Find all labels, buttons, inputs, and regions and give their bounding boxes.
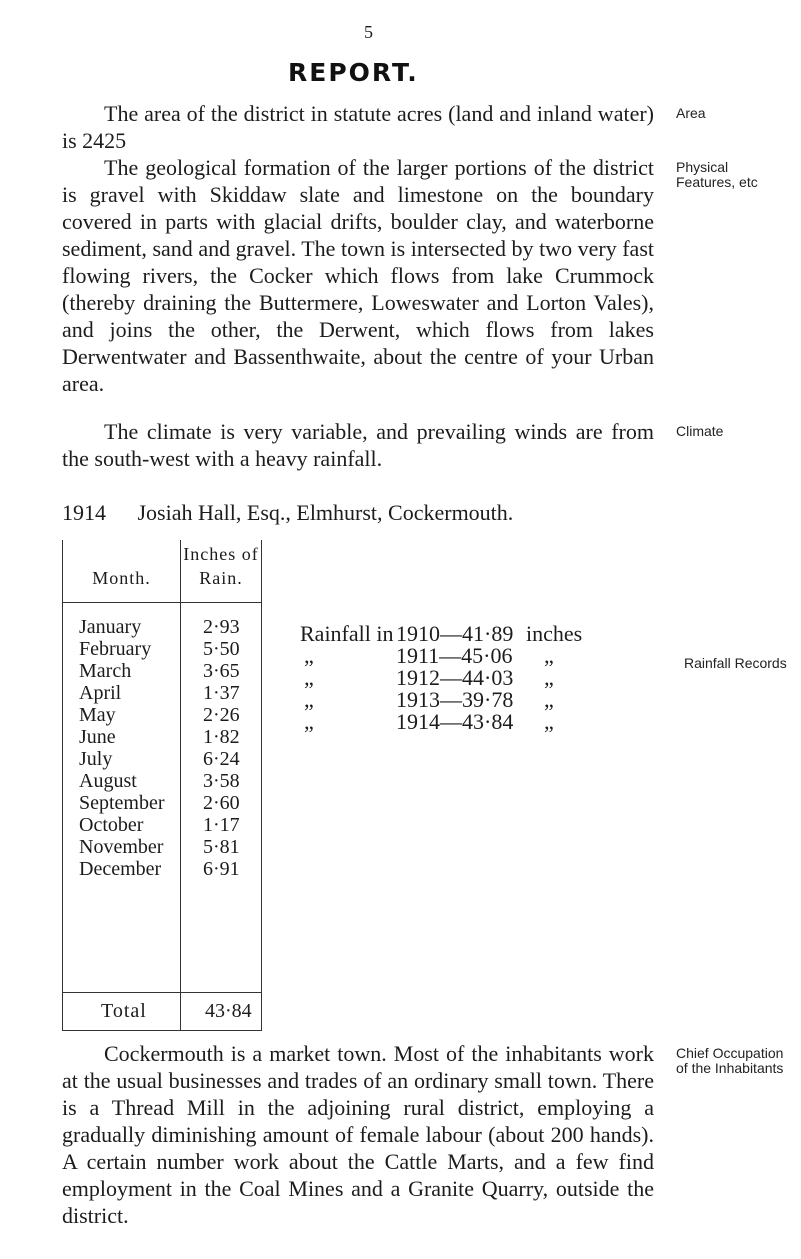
margin-note-physical: Physical Features, etc xyxy=(676,159,758,190)
month-cell: March xyxy=(79,660,132,682)
inches-cell: 2·93 xyxy=(203,616,240,638)
monthly-rain-table xyxy=(62,540,262,1031)
year-value: 1914—43·84 xyxy=(396,709,514,734)
inches-cell: 6·24 xyxy=(203,748,240,770)
unit-label: inches xyxy=(526,621,583,646)
month-cell: June xyxy=(79,726,116,748)
month-cell: April xyxy=(79,682,122,704)
inches-cell: 3·58 xyxy=(203,770,240,792)
table-row xyxy=(63,660,261,682)
ditto-mark: „ xyxy=(304,643,314,668)
month-cell: September xyxy=(79,792,165,814)
year-value: 1910—41·89 xyxy=(396,621,514,646)
yearly-rainfall-list xyxy=(300,621,600,734)
month-cell: July xyxy=(79,748,113,770)
occupation-paragraph: Cockermouth is a market town. Most of the inhabitants work at the usual businesses and trades of an ordinary small town. There is a Thread Mill in the adjoining rural district, employing a gradually diminishing amount of female labour (about 200 hands). A certain number work about the Cattle Marts, and a few find employment in the Coal Mines and a Granite Quarry, outside the district. xyxy=(62,1041,654,1228)
record-observer: Josiah Hall, Esq., Elmhurst, Cockermouth. xyxy=(137,500,514,525)
physical-paragraph: The geological formation of the larger portions of the district is gravel with Skiddaw slate and limestone on the boundary covered in parts with glacial drifts, boulder clay, and waterborne sediment, sand and gravel. The town is intersected by two very fast flowing rivers, the Cocker which flows from lake Crummock (thereby draining the Buttermere, Loweswater and Lorton Vales), and joins the other, the Derwent, which flows from lakes Derwentwater and Bassenthwaite, about the centre of your Urban area. xyxy=(62,155,654,396)
list-item xyxy=(300,621,600,646)
climate-paragraph: The climate is very variable, and prevailing winds are from the south-west with a heavy rainfall. xyxy=(62,419,654,471)
inches-cell: 1·17 xyxy=(203,814,240,836)
table-row xyxy=(63,638,261,660)
ditto-mark: „ xyxy=(544,643,554,668)
total-value: 43·84 xyxy=(205,1000,252,1022)
margin-note-area: Area xyxy=(676,105,706,121)
table-row xyxy=(63,748,261,770)
ditto-mark: „ xyxy=(544,709,554,734)
area-paragraph: The area of the district in statute acres (land and inland water) is 2425 xyxy=(62,101,654,153)
table-row xyxy=(63,616,261,638)
page-number: 5 xyxy=(364,22,373,42)
table-row xyxy=(63,704,261,726)
ditto-mark: „ xyxy=(304,687,314,712)
page-title: REPORT. xyxy=(288,58,419,87)
ditto-mark: „ xyxy=(544,687,554,712)
list-item xyxy=(300,665,600,690)
inches-cell: 5·81 xyxy=(203,836,240,858)
year-value: 1912—44·03 xyxy=(396,665,514,690)
margin-note-occupation: Chief Occupation of the Inhabitants xyxy=(676,1045,784,1076)
year-value: 1911—45·06 xyxy=(396,643,513,668)
list-item xyxy=(300,709,600,734)
inches-cell: 2·60 xyxy=(203,792,240,814)
ditto-mark: „ xyxy=(304,709,314,734)
table-row xyxy=(63,814,261,836)
table-row xyxy=(63,836,261,858)
inches-cell: 2·26 xyxy=(203,704,240,726)
inches-cell: 3·65 xyxy=(203,660,240,682)
ditto-mark: „ xyxy=(304,665,314,690)
list-item xyxy=(300,687,600,712)
month-cell: May xyxy=(79,704,116,726)
list-item xyxy=(300,643,600,668)
month-cell: October xyxy=(79,814,144,836)
month-cell: January xyxy=(79,616,142,638)
inches-cell: 1·37 xyxy=(203,682,240,704)
ditto-mark: „ xyxy=(544,665,554,690)
inches-cell: 1·82 xyxy=(203,726,240,748)
inches-cell: 6·91 xyxy=(203,858,240,880)
margin-note-rainfall: Rainfall Records xyxy=(684,655,787,671)
table-row xyxy=(63,858,261,880)
rainfall-record-header xyxy=(62,500,539,526)
year-value: 1913—39·78 xyxy=(396,687,514,712)
total-label: Total xyxy=(101,1000,147,1022)
month-cell: November xyxy=(79,836,164,858)
table-row xyxy=(63,726,261,748)
month-column-header: Month. xyxy=(92,568,151,588)
record-year: 1914 xyxy=(62,500,106,525)
month-cell: December xyxy=(79,858,162,880)
table-body xyxy=(63,616,261,880)
header-divider xyxy=(63,602,261,603)
month-cell: February xyxy=(79,638,152,660)
table-row xyxy=(63,792,261,814)
inches-cell: 5·50 xyxy=(203,638,240,660)
margin-note-climate: Climate xyxy=(676,423,724,439)
rainfall-lead: Rainfall in xyxy=(300,621,394,646)
table-row xyxy=(63,682,261,704)
total-divider xyxy=(63,992,261,993)
inches-column-header: Inches of Rain. xyxy=(183,544,259,588)
table-row xyxy=(63,770,261,792)
month-cell: August xyxy=(79,770,137,792)
